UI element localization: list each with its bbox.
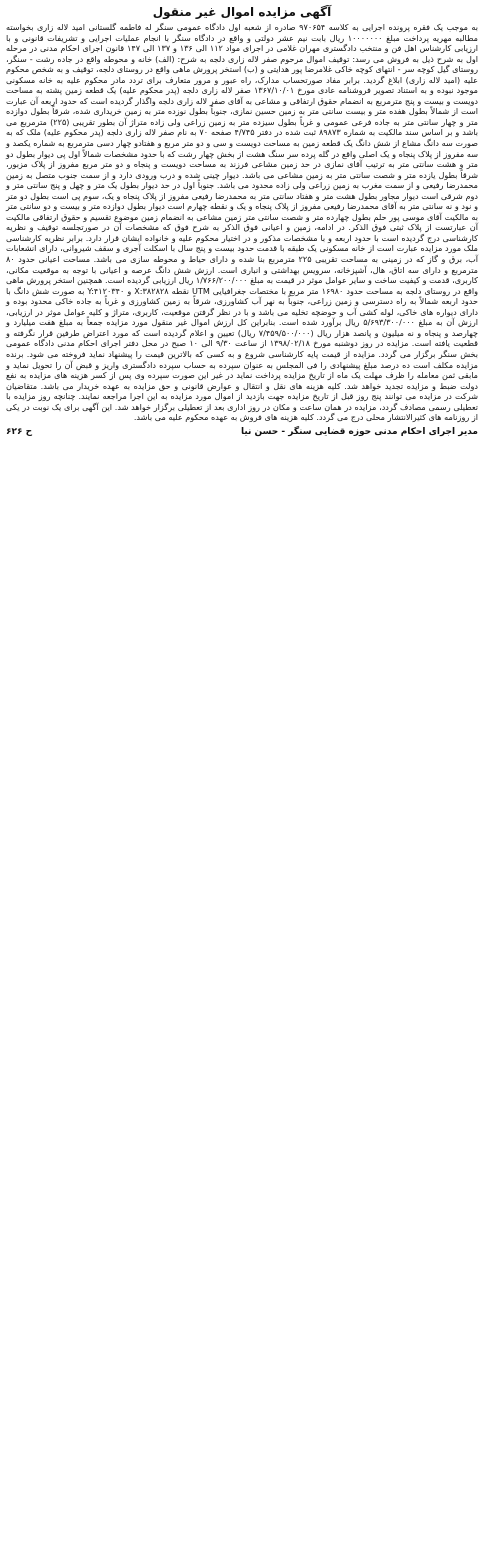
notice-body: به موجب یک فقره پرونده اجرایی به کلاسه ۹۷۰۶۵۴ صادره از شعبه اول دادگاه عمومی سنگر له فاطمه گلستانی امید لاله زاری بخواسته مطالبه مهریه پرداخت مبلغ ۱۰۰۰۰۰۰۰ ریال بابت نیم عشر دولتی و واقع در دادگاه سنگر با انجام عملیات اجرایی و تشریفات قانونی و با ارزیابی کارشناس اهل فن و منتخب دادگستری مهران غلامی در اجرای مواد ۱۱۲ الی ۱۳۶ و ۱۳۷ الی ۱۴۷ قانون اجرای احکام مدنی در مرحله اول به شرح ذیل به فروش می رسد: توقیف اموال مرحوم صفر لاله زاری دلجه به شرح: (الف) خانه و محوطه واقع در جاده رشت - سنگر، روستای گیل کوچه سر - انتهای کوچه خاکی غلامرضا پور هدایتی و (ب) استخر پرورش ماهی واقع در روستای دلجه، توقیف و به شخص محکوم علیه (امید لاله زاری) ابلاغ گردید. برابر مفاد صورتحساب مدارک، راه عبور و مرور متعارف برای تردد مادر محکوم علیه به خانه مسکونی موجود نبوده و به استناد تصویر فروشنامه عادی مورخ ۱۳۶۷/۱۰/۰۱ صفر لاله زاری دلجه (پدر محکوم علیه) یک قطعه زمین پشته به مساحت دویست و بیست و پنج مترمربع به انضمام حقوق ارتفاقی و مشاعی به آقای صفر لاله زاری دلجه واگذار گردیده است که حدود اربعه آن عبارت است از شمالاً بطول هفده متر و بیست سانتی متر به زمین حسین نمازی، جنوباً بطول نوزده متر به زمین خریداری شده، شرقاً بطول دوازده متر و چهار سانتی متر به جاده فرعی عمومی و غرباً بطول سیزده متر به زمین زراعی ولی زاده متراژ آن بطور تقریبی (۲۲۵) مترمربع می باشد و بر اساس سند مالکیت به شماره ۸۹۸۷۳ ثبت شده در دفتر ۴/۷۴۵ صفحه ۷۰ به نام صفر لاله زاری دلجه (پدر محکوم علیه) ملک که به صورت سه دانگ مشاع از شش دانگ یک قطعه زمین به مساحت دویست و سی و دو متر مربع و هفتادو چهار دسی مترمربع به شماره یکصد و سه مفروز از پلاک پنجاه و یک اصلی واقع در گله پرده سر سنگ هشت از بخش چهار رشت که با حدود مشخصات شمالاً اول پی دیوار بطول دو متر و هشت سانتی متر به ترتیب آقای نمازی در حد زمین مشاعی فرزند به مساحت دویست و پنجاه و دو متر مربع مفروز از پلاک مزبور، شرقاً بطول یازده متر و شصت سانتی متر به زمین مشاعی می باشد. دیوار چینی شده و درب ورودی دارد و از سمت جنوب متصل به زمین محمدرضا رفیعی و از سمت مغرب به زمین زراعی ولی زاده محدود می باشد. جنوباً اول در حد دیوار بطول یک متر و چهل و پنج سانتی متر و دوم شرقی است دیوار مجاور بطول هشت متر و هفتاد سانتی متر به محمدرضا رفیعی مفروز از پلاک پنجاه و یک، سوم پی است بطول دو متر و نود و نه سانتی متر به آقای محمدرضا رفیعی مفروز از پلاک پنجاه و یک و نقطه چهارم است دیوار بطول دوازده متر و بیست و دو سانتی متر به مالکیت آقای موسی پور حلم بطول چهارده متر و شصت سانتی متر زمین مشاعی به انضمام زمین موضوع تقسیم و حقوق ارتفاقی مالکیت آن عبارتست از پلاک ثبتی فوق الذکر. در ادامه، زمین و اعیانی فوق الذکر به شرح فوق که مشخصات آن در صورتجلسه توقیف و نظریه کارشناسی درج گردیده است با حدود اربعه و با مشخصات مذکور و در اختیار محکوم علیه و خانواده ایشان قرار دارد. برابر نظریه کارشناسی ملک مورد مزایده عبارت است از خانه مسکونی یک طبقه با قدمت حدود بیست و پنج سال با اسکلت آجری و سقف شیروانی، دارای انشعابات آب، برق و گاز که در زمینی به مساحت تقریبی ۲۲۵ مترمربع بنا شده و دارای حیاط و محوطه سازی می باشد. مساحت اعیانی حدود ۸۰ مترمربع و دارای سه اتاق، هال، آشپزخانه، سرویس بهداشتی و انباری است. ارزش شش دانگ عرصه و اعیانی با توجه به موقعیت مکانی، کاربری، قدمت و کیفیت ساخت و سایر عوامل موثر در قیمت به مبلغ ۱/۷۶۶/۲۰۰/۰۰۰ ریال ارزیابی گردیده است. همچنین استخر پرورش ماهی واقع در روستای دلجه به مساحت حدود ۱۶۹۸۰ متر مربع با مختصات جغرافیایی UTM نقطه X:۳۸۲۸۲۸ و Y:۴۱۲۰۳۴۰ به صورت شش دانگ با حدود اربعه شمالاً به راه دسترسی و زمین زراعی، جنوباً به نهر آب کشاورزی، شرقاً به زمین کشاورزی و غرباً به جاده خاکی محدود بوده و دارای دیواره های خاکی، لوله کشی آب و حوضچه تخلیه می باشد و با در نظر گرفتن موقعیت، کاربری، متراژ و کلیه عوامل موثر در ارزیابی، ارزش آن به مبلغ ۵/۶۹۳/۳۰۰/۰۰۰ ریال برآورد شده است. بنابراین کل ارزش اموال غیر منقول مورد مزایده جمعاً به مبلغ هفت میلیارد و چهارصد و پنجاه و نه میلیون و پانصد هزار ریال (۷/۴۵۹/۵۰۰/۰۰۰ ریال) تعیین و اعلام گردیده است که مورد اعتراض طرفین قرار نگرفته و قطعیت یافته است. مزایده در روز دوشنبه مورخ ۱۳۹۸/۰۲/۱۸ از ساعت ۹/۳۰ الی ۱۰ صبح در محل دفتر اجرای احکام مدنی دادگاه عمومی بخش سنگر برگزار می گردد. مزایده از قیمت پایه کارشناسی شروع و به کسی که بالاترین قیمت را پیشنهاد نماید فروخته می شود. برنده مزایده مکلف است ده درصد مبلغ پیشنهادی را فی المجلس به عنوان سپرده به حساب سپرده دادگستری واریز و قبض آن را تحویل نماید و مابقی ثمن معامله را ظرف مهلت یک ماه از تاریخ مزایده پرداخت نماید در غیر این صورت سپرده وی پس از کسر هزینه های مزایده به نفع دولت ضبط و مزایده تجدید خواهد شد. کلیه هزینه های نقل و انتقال و عوارض قانونی و حق مزایده به عهده خریدار می باشد. متقاضیان شرکت در مزایده می توانند پنج روز قبل از تاریخ مزایده جهت بازدید از اموال مورد مزایده به این اجرا مراجعه نمایند. چنانچه روز مزایده با تعطیلی رسمی مصادف گردد، مزایده در همان ساعت و مکان در روز اداری بعد از تعطیلی برگزار خواهد شد. این آگهی برای یک نوبت در یکی از روزنامه های کثیرالانتشار محلی درج می گردد. کلیه هزینه های فروش به عهده محکوم علیه می باشد. (6, 22, 479, 423)
notice-footer (6, 426, 478, 438)
footer-code: ح ۶۲۶ (6, 426, 33, 437)
footer-signature: مدیر اجرای احکام مدنی حوزه قضایی سنگر - حسن نیا (240, 426, 478, 437)
notice-title: آگهی مزایده اموال غیر منقول (152, 5, 332, 19)
